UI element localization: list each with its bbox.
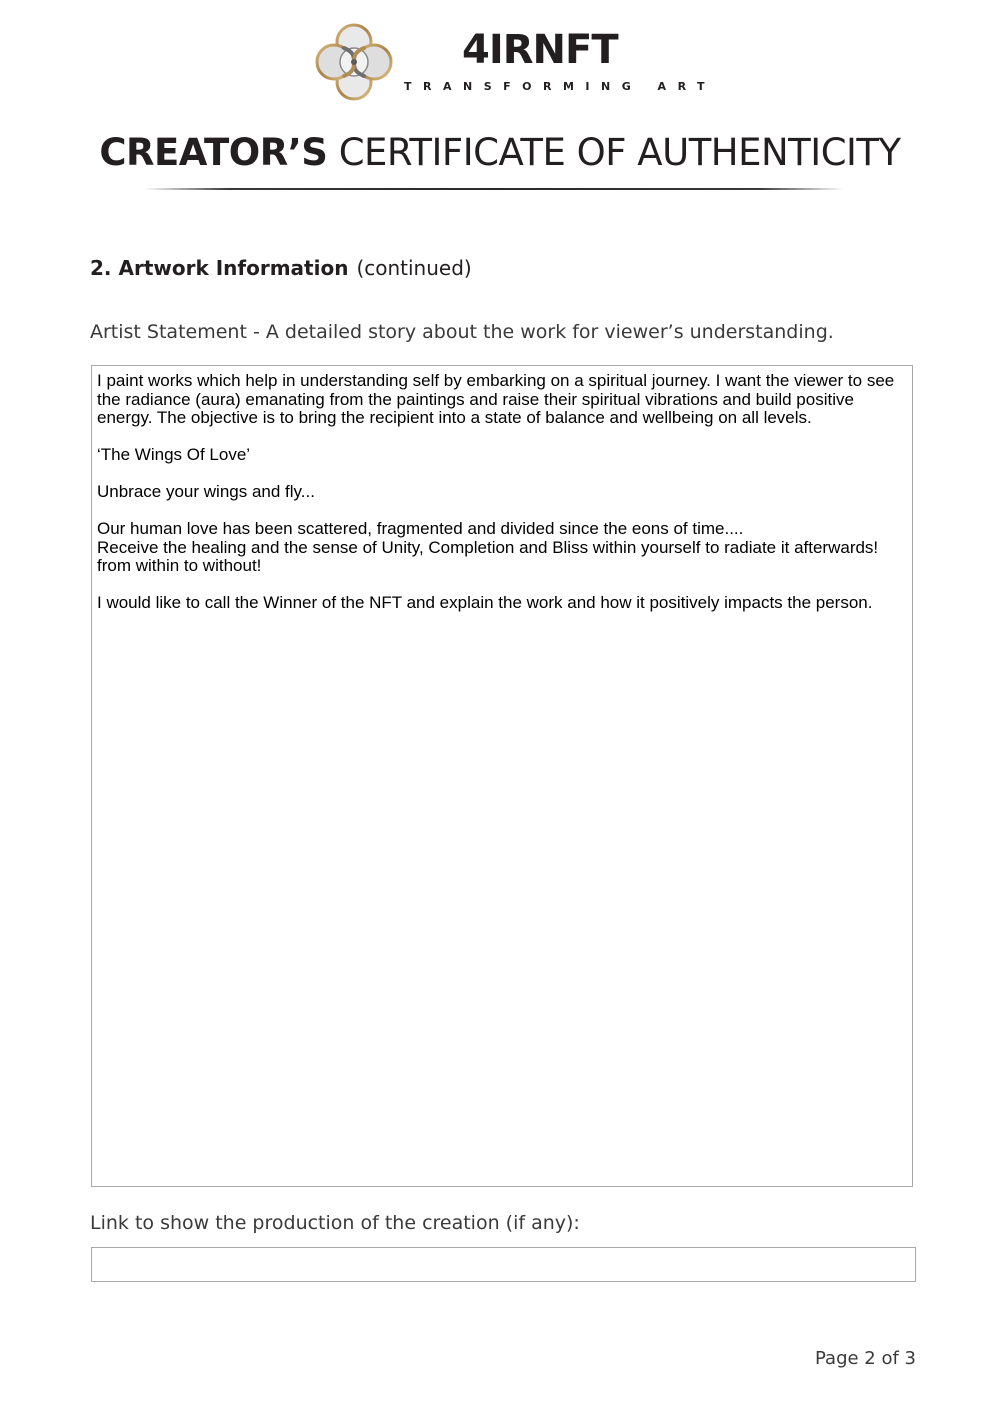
brand-tagline: TRANSFORMING ART (404, 80, 717, 93)
production-link-label: Link to show the production of the creation (if any): (90, 1212, 580, 1234)
certificate-title-bold: CREATOR’S (99, 131, 328, 174)
header (0, 18, 1000, 108)
statement-paragraph: Our human love has been scattered, fragmented and divided since the eons of time.... Receive the healing and the sense of Unity, Completion and Bliss within yourself to radiate it afterwards! from within to without! (97, 519, 879, 575)
certificate-title-light: CERTIFICATE OF AUTHENTICITY (338, 131, 901, 174)
statement-paragraph: ‘The Wings Of Love’ (97, 445, 251, 464)
statement-paragraph: I would like to call the Winner of the NFT and explain the work and how it positively impacts the person. (97, 593, 873, 612)
statement-paragraph: I paint works which help in understanding self by embarking on a spiritual journey. I want the viewer to see the radiance (aura) emanating from the paintings and raise their spiritual vibrations and build positive energy. The objective is to bring the recipient into a state of balance and wellbeing on all levels. (97, 371, 895, 427)
infinity-knot-logo-icon (314, 22, 394, 102)
title-divider (144, 188, 844, 190)
section-heading (90, 256, 472, 280)
section-heading-title: 2. Artwork Information (90, 256, 349, 280)
artist-statement-field[interactable] (91, 365, 913, 1187)
production-link-field[interactable] (91, 1247, 916, 1282)
page-number: Page 2 of 3 (815, 1348, 916, 1369)
statement-paragraph: Unbrace your wings and fly... (97, 482, 315, 501)
section-heading-note: (continued) (356, 256, 472, 280)
brand-name: 4IRNFT (462, 27, 618, 73)
artist-statement-label: Artist Statement - A detailed story about the work for viewer’s understanding. (90, 321, 834, 343)
certificate-title (0, 128, 1000, 178)
